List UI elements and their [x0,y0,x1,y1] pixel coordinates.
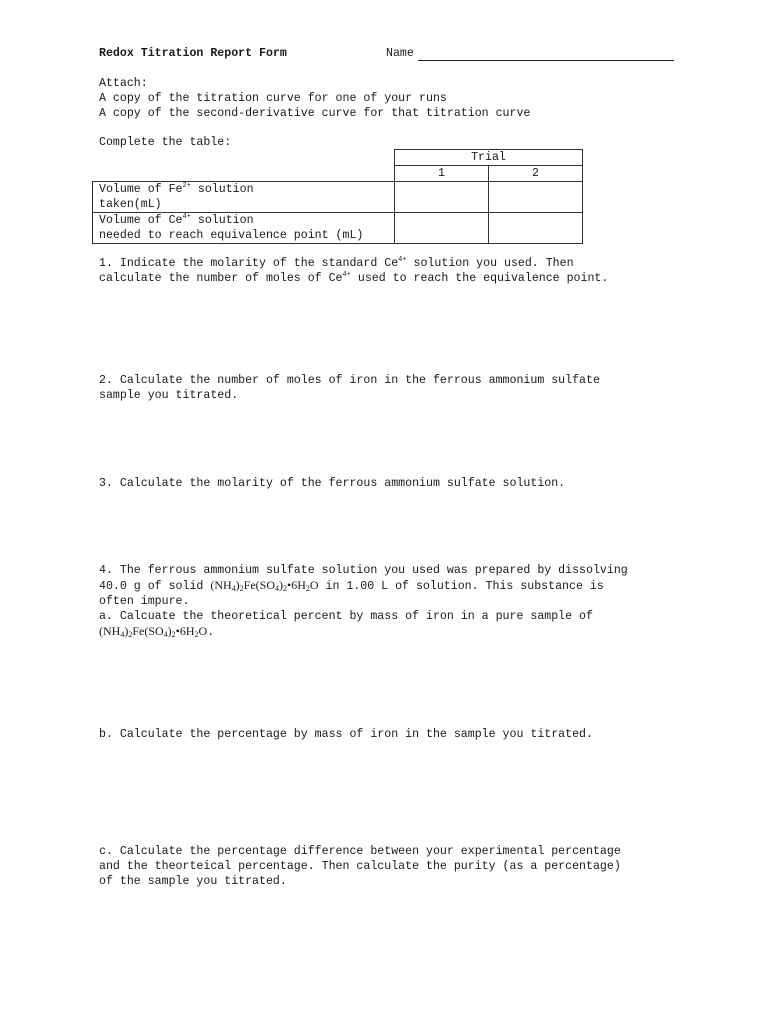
question-1: 1. Indicate the molarity of the standard $Ce^{4+}$ solution you used. Then calculate the number of moles of $Ce^{4+}$ used to reach the equivalence point. [99,256,609,285]
table-row [93,213,583,244]
attach-item: A copy of the second-derivative curve for that titration curve [99,107,531,120]
cell-fe-trial-2[interactable] [489,182,583,213]
table-instruction: Complete the table: [99,136,232,149]
question-4: 4. The ferrous ammonium sulfate solution you used was prepared by dissolving 40.0 g of solid $(NH_4)_2Fe(SO_4)_2•6H_2O$ in 1.00 L of solution. This substance is often impure. a. Calcuate the theoretical percent by mass of iron in a pure sample of $(NH_4)_2Fe(SO_4)_2•6H_2O$. [99,564,628,639]
attach-item: A copy of the titration curve for one of your runs [99,92,447,105]
name-label: Name [386,47,414,60]
question-4c: c. Calculate the percentage difference between your experimental percentage and the theorteical percentage. Then calculate the purity (as a percentage) of the sample you titrated. [99,845,621,888]
question-3: 3. Calculate the molarity of the ferrous ammonium sulfate solution. [99,477,566,490]
row-label-ce-volume: Volume of $Ce^{4+}$ solution needed to reach equivalence point (mL) [93,213,395,244]
row-label-fe-volume: Volume of $Fe^{2+}$ solution taken(mL) [93,182,395,213]
name-field-line[interactable] [418,60,674,61]
attach-heading: Attach: [99,77,148,90]
trial-header: Trial [395,150,583,166]
trial-number-2: 2 [489,166,583,182]
cell-ce-trial-1[interactable] [395,213,489,244]
table-row [93,182,583,213]
cell-fe-trial-1[interactable] [395,182,489,213]
question-4b: b. Calculate the percentage by mass of iron in the sample you titrated. [99,728,593,741]
cell-ce-trial-2[interactable] [489,213,583,244]
form-title: Redox Titration Report Form [99,47,287,60]
trial-number-1: 1 [395,166,489,182]
trial-table [92,149,583,244]
chemical-formula: $(NH_4)_2Fe(SO_4)_2•6H_2O$ [210,578,319,593]
chemical-formula: $(NH_4)_2Fe(SO_4)_2•6H_2O$ [99,624,208,639]
table-corner-blank [93,150,395,182]
question-2: 2. Calculate the number of moles of iron in the ferrous ammonium sulfate sample you titrated. [99,374,600,402]
